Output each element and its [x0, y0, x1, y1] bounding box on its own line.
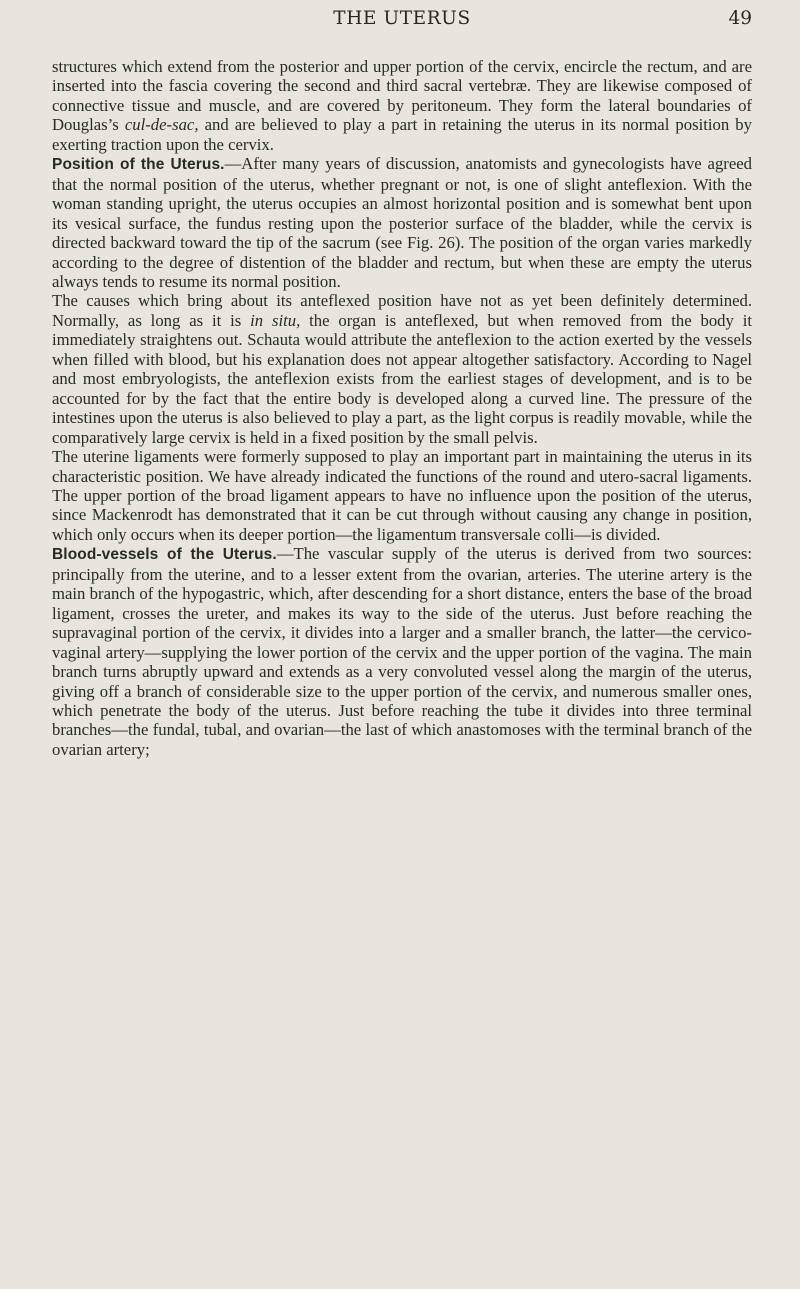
paragraph-text: The causes which bring about its anteflexed position have not as yet been definitely determined. Normally, as long as it is [52, 291, 752, 330]
section-heading: Blood-vessels of the Uterus. [52, 546, 277, 564]
body-text [52, 57, 752, 759]
paragraph [52, 544, 752, 759]
italic-term: cul-de-sac, [124, 115, 199, 135]
paragraph-text: structures which extend from the posterior and upper portion of the cervix, encircle the rectum, and are inserted into the fascia covering the second and third sacral vertebræ. They are likewise composed of connective tissue and muscle, and are covered by peritoneum. They form the lateral boundaries of Douglas’s [52, 57, 752, 135]
page-number: 49 [728, 8, 752, 29]
paragraph-text: and are believed to play a part in retaining the uterus in its normal position by exerting traction upon the cervix. [52, 115, 752, 154]
italic-term: in situ, [250, 310, 301, 330]
running-title: THE UTERUS [333, 8, 471, 29]
paragraph [52, 154, 752, 291]
paragraph [52, 57, 752, 154]
section-heading: Position of the Uterus. [52, 156, 225, 174]
paragraph-text: —After many years of discussion, anatomists and gynecologists have agreed that the normal position of the uterus, whether pregnant or not, is one of slight anteflexion. With the woman standing upright, the uterus occupies an almost horizontal position and is somewhat bent upon its vesical surface, the fundus resting upon the posterior surface of the bladder, while the cervix is directed backward toward the tip of the sacrum (see Fig. 26). The position of the organ varies markedly according to the degree of distention of the bladder and rectum, but when these are empty the uterus always tends to resume its normal position. [52, 154, 752, 291]
running-head [52, 6, 752, 34]
paragraph-text: —The vascular supply of the uterus is derived from two sources: principally from the uterine, and to a lesser extent from the ovarian, arteries. The uterine artery is the main branch of the hypogastric, which, after descending for a short distance, enters the base of the broad ligament, crosses the ureter, and makes its way to the side of the uterus. Just before reaching the supravaginal portion of the cervix, it divides into a larger and a smaller branch, the latter—the cervico-vaginal artery—supplying the lower portion of the cervix and the upper portion of the vagina. The main branch turns abruptly upward and extends as a very convoluted vessel along the margin of the uterus, giving off a branch of considerable size to the upper portion of the cervix, and numerous smaller ones, which penetrate the body of the uterus. Just before reaching the tube it divides into three terminal branches—the fundal, tubal, and ovarian—the last of which anastomoses with the terminal branch of the ovarian artery; [52, 544, 752, 759]
paragraph [52, 291, 752, 447]
paragraph-text: the organ is anteflexed, but when removed from the body it immediately straightens out. Schauta would attribute the anteflexion to the action exerted by the vessels when filled with blood, but his explanation does not appear altogether satisfactory. According to Nagel and most embryologists, the anteflexion exists from the earliest stages of development, and is to be accounted for by the fact that the entire body is developed along a curved line. The pressure of the intestines upon the uterus is also believed to play a part, as the light corpus is readily movable, while the comparatively large cervix is held in a fixed position by the small pelvis. [52, 310, 752, 447]
paragraph: The uterine ligaments were formerly supposed to play an important part in maintaining the uterus in its characteristic position. We have already indicated the functions of the round and utero-sacral ligaments. The upper portion of the broad ligament appears to have no influence upon the position of the uterus, since Mackenrodt has demonstrated that it can be cut through without causing any change in position, which only occurs when its deeper portion—the ligamentum transversale colli—is divided. [52, 447, 752, 544]
